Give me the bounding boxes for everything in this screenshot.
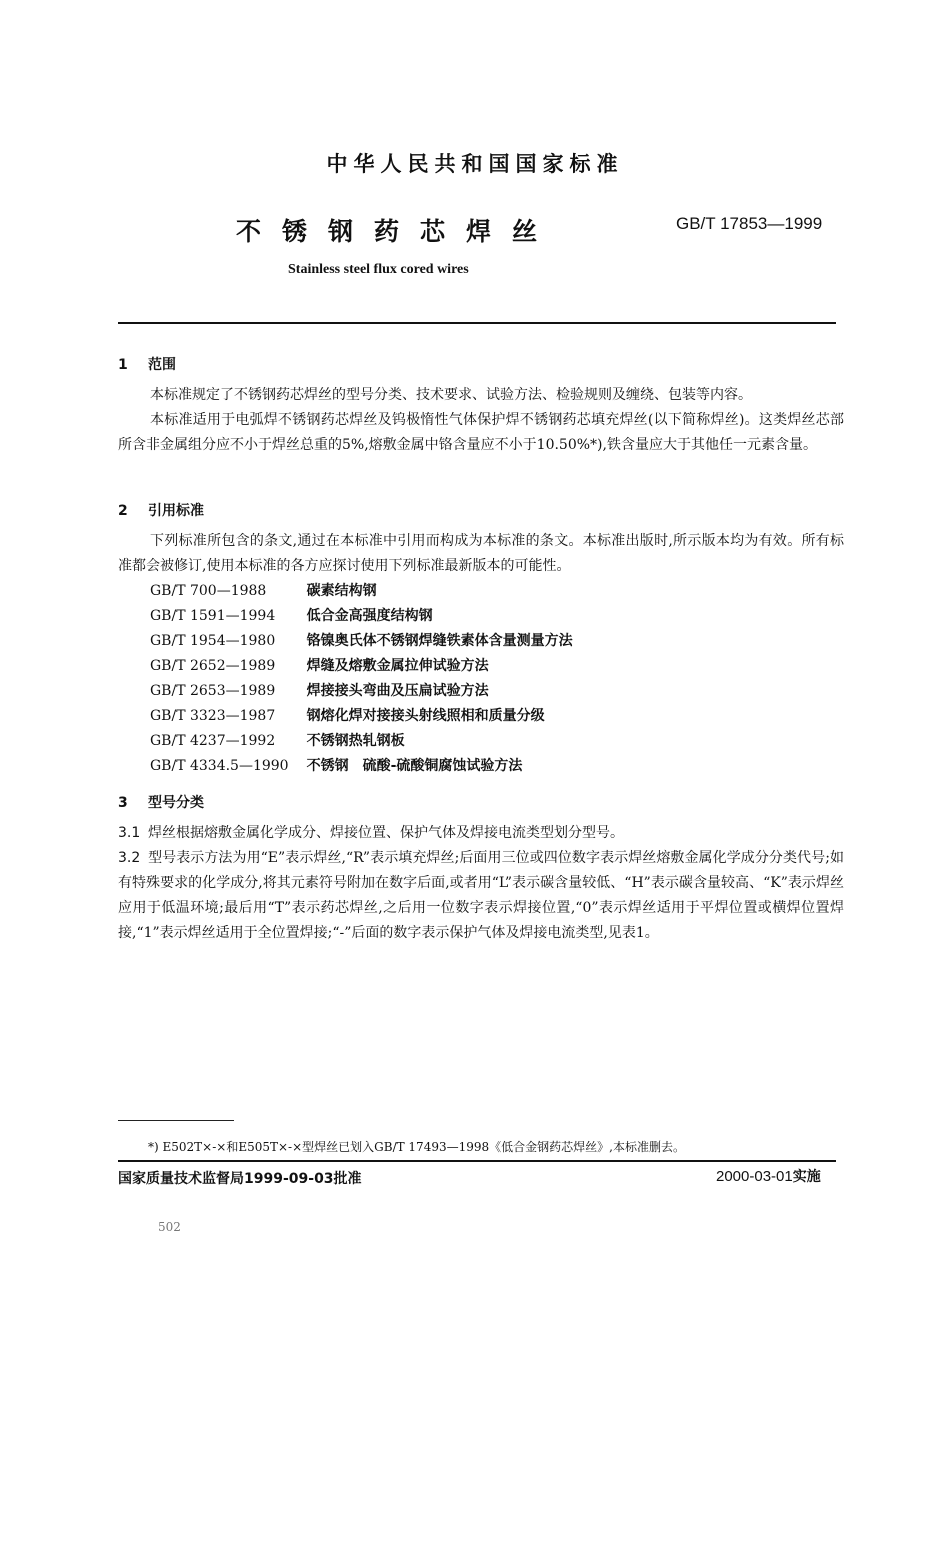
footnote-divider <box>118 1120 234 1121</box>
reference-item <box>150 629 573 654</box>
standard-title: 不锈钢药芯焊丝 <box>236 217 559 246</box>
reference-code: GB/T 2653—1989 <box>150 683 276 699</box>
reference-item <box>150 754 573 779</box>
reference-title: 铬镍奥氏体不锈钢焊缝铁素体含量测量方法 <box>306 633 573 649</box>
section-2-intro: 下列标准所包含的条文,通过在本标准中引用而构成为本标准的条文。本标准出版时,所示版本均为有效。所有标准都会被修订,使用本标准的各方应探讨使用下列标准最新版本的可能性。 <box>118 533 844 574</box>
clause-number: 3.2 <box>118 850 141 866</box>
reference-code: GB/T 1954—1980 <box>150 633 276 649</box>
section-1-paragraph-1: 本标准规定了不锈钢药芯焊丝的型号分类、技术要求、试验方法、检验规则及缠绕、包装等内容。 <box>150 387 752 403</box>
implementation-label: 实施 <box>792 1169 821 1185</box>
reference-item <box>150 729 573 754</box>
section-3-heading <box>118 792 204 812</box>
reference-item <box>150 654 573 679</box>
reference-title: 不锈钢热轧钢板 <box>306 733 405 749</box>
section-1-heading <box>118 354 176 374</box>
reference-title: 钢熔化焊对接接头射线照相和质量分级 <box>306 708 545 724</box>
footer-divider <box>118 1160 836 1162</box>
clause-3-1 <box>118 821 844 846</box>
reference-title: 焊接接头弯曲及压扁试验方法 <box>306 683 489 699</box>
reference-item <box>150 704 573 729</box>
implementation-statement <box>716 1166 821 1186</box>
page-number: 502 <box>158 1220 181 1234</box>
footnote: *) E502T×-×和E505T×-×型焊丝已划入GB/T 17493—1998《低合金钢药芯焊丝》,本标准删去。 <box>148 1140 685 1154</box>
reference-title: 低合金高强度结构钢 <box>306 608 433 624</box>
reference-code: GB/T 1591—1994 <box>150 608 276 624</box>
reference-code: GB/T 700—1988 <box>150 583 267 599</box>
approval-statement: 国家质量技术监督局1999-09-03批准 <box>118 1171 362 1187</box>
national-standard-heading: 中华人民共和国国家标准 <box>326 152 624 176</box>
clause-text: 焊丝根据熔敷金属化学成分、焊接位置、保护气体及焊接电流类型划分型号。 <box>148 825 624 841</box>
reference-title: 碳素结构钢 <box>306 583 377 599</box>
reference-title: 焊缝及熔敷金属拉伸试验方法 <box>306 658 489 674</box>
english-title: Stainless steel flux cored wires <box>288 262 469 277</box>
clause-text: 型号表示方法为用“E”表示焊丝,“R”表示填充焊丝;后面用三位或四位数字表示焊丝熔敷金属化学成分分类代号;如有特殊要求的化学成分,将其元素符号附加在数字后面,或者用“L”表示碳含量较低、“H”表示碳含量较高、“K”表示焊丝应用于低温环境;最后用“T”表示药芯焊丝,之后用一位数字表示焊接位置,“0”表示焊丝适用于平焊位置或横焊位置焊接,“1”表示焊丝适用于全位置焊接;“-”后面的数字表示保护气体及焊接电流类型,见表1。 <box>118 850 844 941</box>
implementation-date: 2000-03-01 <box>716 1168 793 1185</box>
reference-code: GB/T 4334.5—1990 <box>150 758 289 774</box>
clause-number: 3.1 <box>118 825 141 841</box>
section-title: 型号分类 <box>148 795 204 811</box>
reference-item <box>150 604 573 629</box>
header-divider <box>118 322 836 324</box>
section-title: 范围 <box>148 357 176 373</box>
reference-list <box>150 579 573 779</box>
reference-item <box>150 679 573 704</box>
reference-title: 不锈钢 硫酸-硫酸铜腐蚀试验方法 <box>306 758 523 774</box>
clause-3-2 <box>118 846 844 946</box>
section-number: 2 <box>118 503 128 519</box>
reference-item <box>150 579 573 604</box>
reference-code: GB/T 2652—1989 <box>150 658 276 674</box>
standard-number: GB/T 17853—1999 <box>676 214 823 233</box>
section-2-heading <box>118 500 204 520</box>
reference-code: GB/T 4237—1992 <box>150 733 276 749</box>
section-title: 引用标准 <box>148 503 204 519</box>
section-number: 3 <box>118 795 128 811</box>
section-1-paragraph-2: 本标准适用于电弧焊不锈钢药芯焊丝及钨极惰性气体保护焊不锈钢药芯填充焊丝(以下简称焊丝)。这类焊丝芯部所含非金属组分应不小于焊丝总重的5%,熔敷金属中铬含量应不小于10.50%*),铁含量应大于其他任一元素含量。 <box>118 412 844 453</box>
reference-code: GB/T 3323—1987 <box>150 708 276 724</box>
section-number: 1 <box>118 357 128 373</box>
